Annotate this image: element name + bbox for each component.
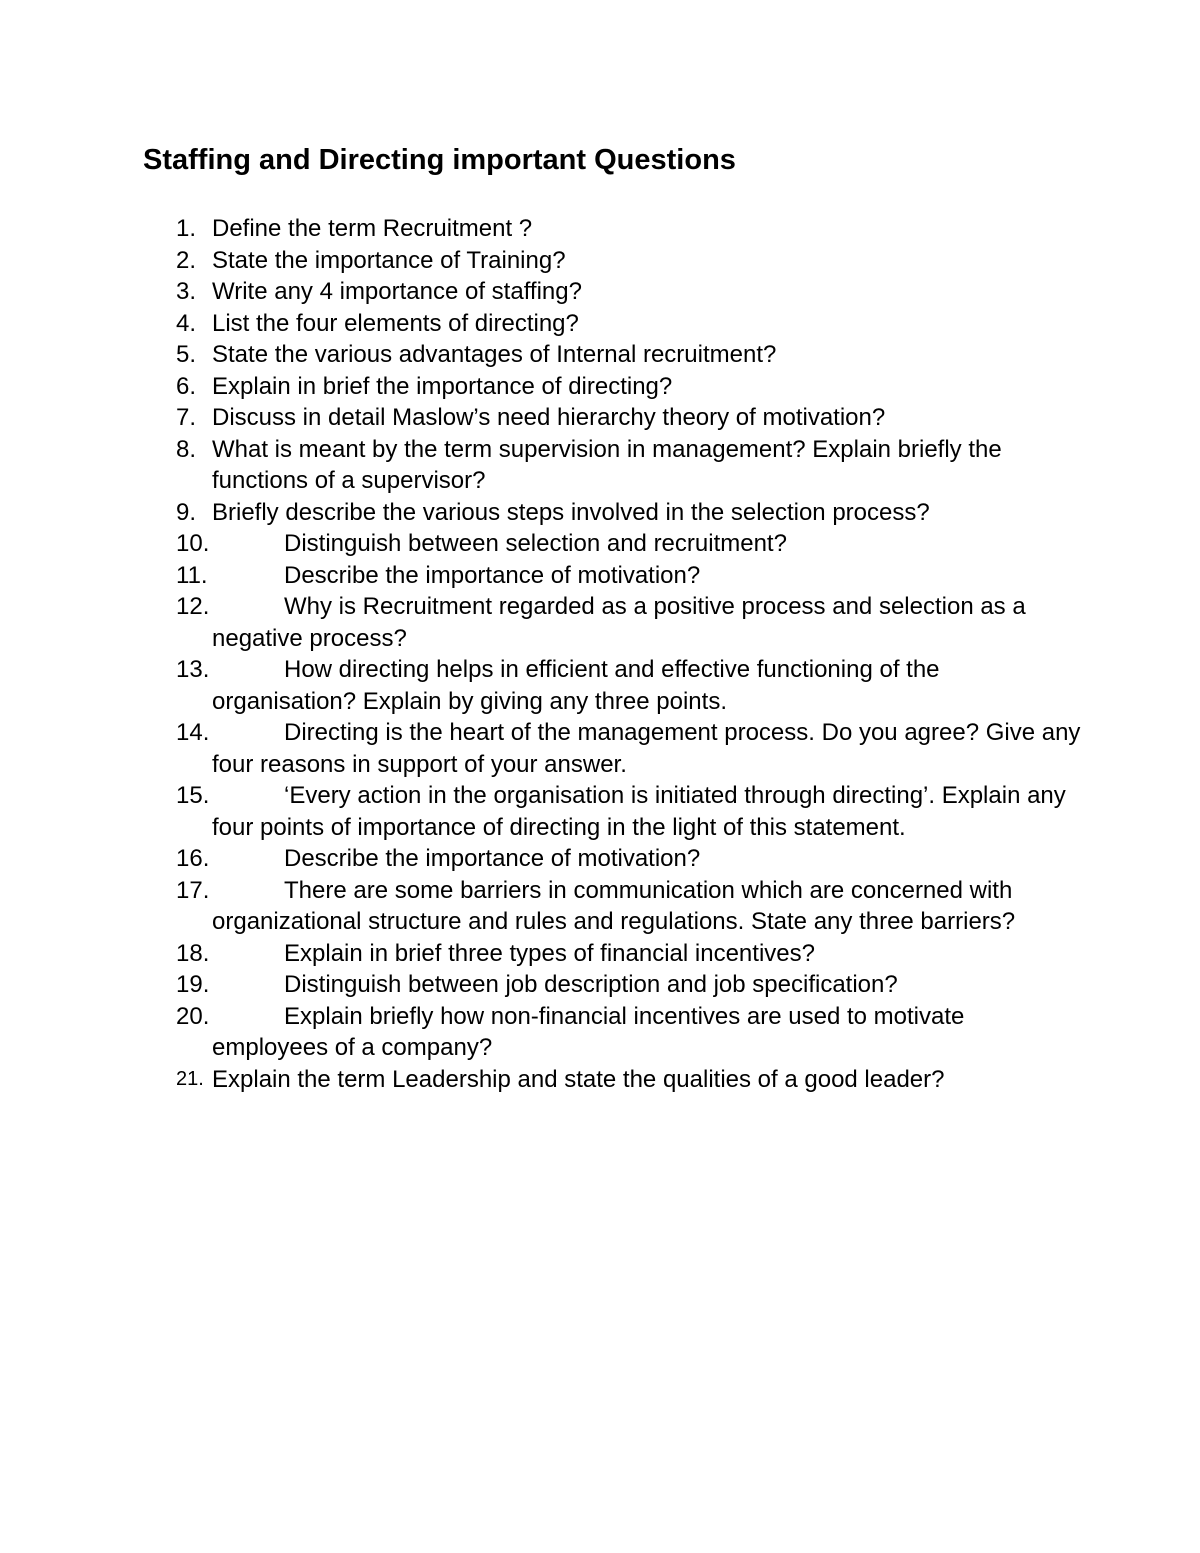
question-number: 18. bbox=[176, 939, 210, 967]
question-number: 10. bbox=[176, 530, 210, 557]
question-text: Directing is the heart of the management process. Do you agree? Give any four reasons in support of your answer. bbox=[212, 719, 1081, 778]
question-text: Explain the term Leadership and state the qualities of a good leader? bbox=[212, 1065, 945, 1093]
question-text: How directing helps in efficient and effective functioning of the organisation? Explain by giving any three points. bbox=[212, 656, 940, 715]
question-text: Distinguish between selection and recruitment? bbox=[284, 530, 787, 557]
list-item bbox=[0, 308, 1082, 340]
question-text: Explain in brief three types of financial incentives? bbox=[284, 939, 815, 967]
question-number: 9. bbox=[176, 498, 197, 526]
list-item bbox=[0, 560, 1082, 592]
question-text: Why is Recruitment regarded as a positive process and selection as a negative process? bbox=[212, 593, 1026, 652]
question-text: State the importance of Training? bbox=[212, 246, 566, 274]
question-text: List the four elements of directing? bbox=[212, 309, 579, 337]
question-text: Describe the importance of motivation? bbox=[284, 845, 701, 872]
question-text: Describe the importance of motivation? bbox=[284, 561, 701, 589]
question-text: Discuss in detail Maslow’s need hierarchy theory of motivation? bbox=[212, 404, 886, 431]
question-text: Explain briefly how non-financial incentives are used to motivate employees of a company? bbox=[212, 1002, 965, 1061]
question-number: 1. bbox=[176, 215, 197, 242]
list-item bbox=[0, 875, 1082, 938]
question-text: Briefly describe the various steps involved in the selection process? bbox=[212, 498, 930, 526]
list-item bbox=[0, 371, 1082, 403]
question-number: 4. bbox=[176, 309, 197, 337]
question-number: 21. bbox=[176, 1067, 204, 1090]
question-text: Explain in brief the importance of directing? bbox=[212, 372, 673, 400]
question-number: 2. bbox=[176, 246, 197, 274]
question-number: 7. bbox=[176, 404, 197, 431]
list-item bbox=[0, 245, 1082, 277]
list-item bbox=[0, 717, 1082, 780]
list-item bbox=[0, 497, 1082, 529]
question-text: Write any 4 importance of staffing? bbox=[212, 278, 582, 305]
list-item bbox=[0, 434, 1082, 497]
question-number: 19. bbox=[176, 971, 210, 998]
list-item bbox=[0, 969, 1082, 1001]
question-text: What is meant by the term supervision in management? Explain briefly the functions of a supervisor? bbox=[212, 435, 1002, 494]
list-item bbox=[0, 528, 1082, 560]
question-text: Distinguish between job description and job specification? bbox=[284, 971, 898, 998]
question-text: Define the term Recruitment ? bbox=[212, 215, 533, 242]
question-text: ‘Every action in the organisation is initiated through directing’. Explain any four points of importance of directing in the light of this statement. bbox=[212, 782, 1066, 841]
question-number: 14. bbox=[176, 719, 210, 746]
question-number: 15. bbox=[176, 782, 210, 809]
question-number: 8. bbox=[176, 435, 197, 463]
question-number: 17. bbox=[176, 876, 210, 904]
list-item bbox=[0, 938, 1082, 970]
list-item bbox=[0, 339, 1082, 371]
list-item bbox=[0, 213, 1082, 245]
list-item bbox=[0, 654, 1082, 717]
question-number: 16. bbox=[176, 845, 210, 872]
question-number: 3. bbox=[176, 278, 197, 305]
question-text: There are some barriers in communication which are concerned with organizational structure and rules and regulations. State any three barriers? bbox=[212, 876, 1016, 935]
list-item bbox=[0, 402, 1082, 434]
question-number: 6. bbox=[176, 372, 197, 400]
list-item bbox=[0, 1064, 1082, 1096]
question-text: State the various advantages of Internal recruitment? bbox=[212, 341, 777, 368]
list-item bbox=[0, 1001, 1082, 1064]
list-item bbox=[0, 780, 1082, 843]
question-number: 13. bbox=[176, 656, 210, 683]
list-item bbox=[0, 276, 1082, 308]
question-number: 11. bbox=[176, 561, 208, 589]
list-item bbox=[0, 591, 1082, 654]
question-number: 20. bbox=[176, 1002, 210, 1030]
question-number: 12. bbox=[176, 593, 210, 620]
question-number: 5. bbox=[176, 341, 197, 368]
document-title: Staffing and Directing important Questions bbox=[143, 144, 736, 176]
question-list bbox=[0, 213, 1200, 1095]
list-item bbox=[0, 843, 1082, 875]
